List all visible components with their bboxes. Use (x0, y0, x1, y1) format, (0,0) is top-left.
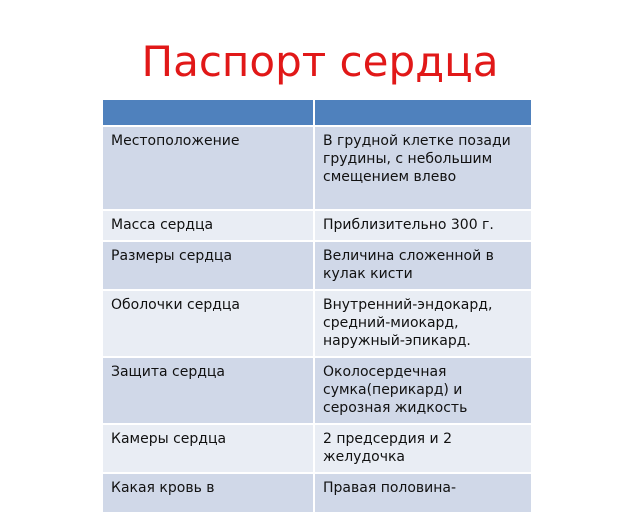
table-row (103, 473, 531, 513)
table-row (103, 424, 531, 473)
header-cell-1 (103, 100, 314, 126)
row-label: Защита сердца (103, 357, 314, 424)
row-value: Околосердечная сумка(перикард) и серозная жидкость (314, 357, 531, 424)
row-value: Величина сложенной в кулак кисти (314, 241, 531, 290)
slide-title: Паспорт сердца (141, 37, 499, 86)
row-value: Приблизительно 300 г. (314, 210, 531, 241)
table-header-row (103, 100, 531, 126)
row-label: Какая кровь в (103, 473, 314, 513)
table (103, 100, 531, 514)
row-label: Оболочки сердца (103, 290, 314, 357)
table-row (103, 241, 531, 290)
row-value: 2 предсердия и 2 желудочка (314, 424, 531, 473)
row-label: Камеры сердца (103, 424, 314, 473)
table-row (103, 126, 531, 210)
row-value: Внутренний-эндокард, средний-миокард, наружный-эпикард. (314, 290, 531, 357)
row-label: Размеры сердца (103, 241, 314, 290)
table-row (103, 357, 531, 424)
row-label: Масса сердца (103, 210, 314, 241)
row-label: Местоположение (103, 126, 314, 210)
heart-passport-table (103, 100, 531, 496)
row-value: В грудной клетке позади грудины, с небольшим смещением влево (314, 126, 531, 210)
row-value: Правая половина- (314, 473, 531, 513)
table-row (103, 210, 531, 241)
header-cell-2 (314, 100, 531, 126)
table-row (103, 290, 531, 357)
